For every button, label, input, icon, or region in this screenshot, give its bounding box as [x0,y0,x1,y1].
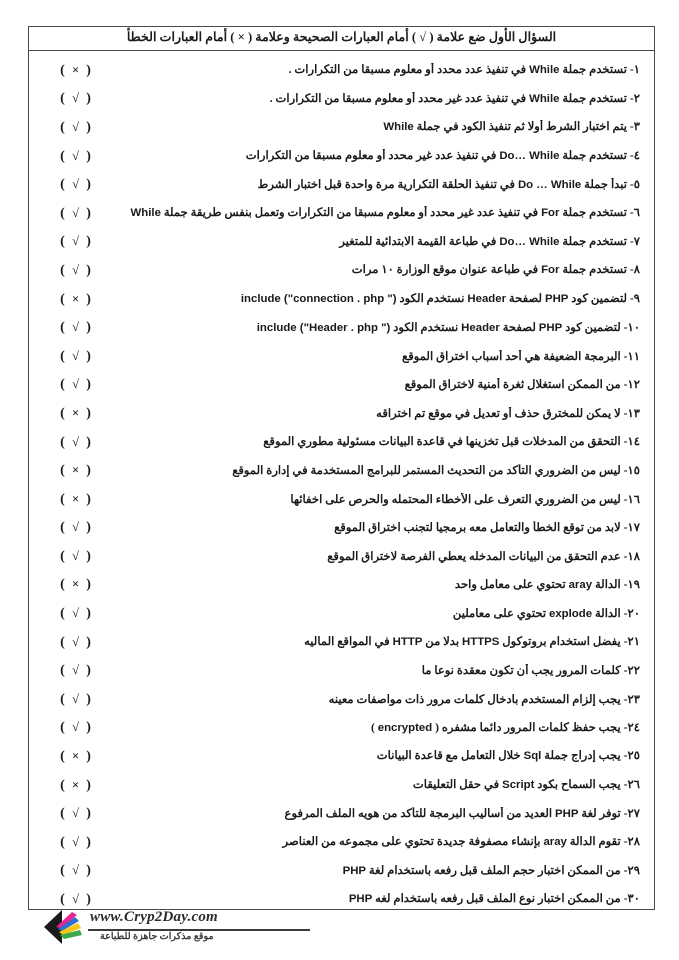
question-number: ١٣- [620,406,640,420]
question-number: ٦- [627,206,640,220]
question-statement [117,178,646,192]
answer-mark-cell[interactable] [35,834,117,851]
question-number: ١٢- [620,378,640,392]
statement-text: توفر لغة [578,806,621,820]
statement-text: في طباعة القيمة الابتدائية للمتغير [339,234,500,248]
question-number: ٢٠- [620,606,640,620]
answer-mark: × [71,577,81,592]
paren-close: ) [86,177,92,193]
answer-mark: √ [72,806,80,821]
question-number: ٩- [627,291,640,305]
paren-close: ) [86,663,92,679]
exam-page-frame [28,26,655,910]
code-keyword: encrypted [377,721,433,734]
statement-text: نستخدم الكود [390,320,462,334]
paren-close: ) [86,548,92,564]
question-row [29,256,646,285]
answer-mark: √ [72,119,80,134]
statement-text: لابد من توقع الخطأ والتعامل معه برمجيا لتجنب اختراق الموقع [334,521,621,535]
question-row [29,742,646,771]
statement-text: في تنفيذ عدد غير محدد أو معلوم مسبقا من التكرارات . [269,91,530,105]
paren-open: ( [60,148,66,164]
paren-open: ( [60,691,66,707]
answer-mark: √ [72,691,80,706]
answer-mark-cell[interactable] [35,319,117,336]
question-row [29,714,646,743]
question-number: ٢٧- [620,806,640,820]
statement-text: بإنشاء مصفوفة جديدة تحتوي على مجموعه من العناصر [282,835,544,849]
question-statement [117,550,646,563]
paren-open: ( [60,91,66,107]
answer-mark-cell[interactable] [35,262,117,279]
paren-close: ) [86,491,92,507]
statement-text: يجب إدراج جملة [541,749,621,763]
answer-mark: √ [72,91,80,106]
answer-mark-cell[interactable] [35,291,117,308]
paren-close: ) [86,892,92,908]
question-statement [117,292,646,306]
answer-mark-cell[interactable] [35,348,117,365]
question-row [29,599,646,628]
code-keyword: Header [467,292,507,305]
answer-mark: × [71,749,81,764]
question-statement [117,493,646,506]
question-statement [117,778,646,792]
code-keyword: PHP [342,864,367,877]
question-number: ١٠- [620,320,640,334]
code-keyword: PHP [555,807,579,820]
code-keyword: HTTPS [462,636,500,649]
question-statement [117,149,646,163]
question-row [29,85,646,114]
paren-close: ) [86,577,92,593]
question-number: ١- [627,63,640,77]
question-number: ١٩- [620,577,640,591]
answer-mark-cell[interactable] [35,805,117,822]
answer-mark-cell[interactable] [35,777,117,794]
answer-mark-cell[interactable] [35,119,117,136]
paren-open: ( [60,663,66,679]
statement-text: لصفحة [499,320,539,334]
statement-text: يجب السماح بكود [534,778,621,792]
code-keyword: PHP [348,893,373,906]
statement-text: من الممكن استغلال ثغرة أمنية لاختراق الموقع [404,378,621,392]
paren-close: ) [86,834,92,850]
question-number: ٢٣- [620,692,640,706]
statement-text: كلمات المرور يجب أن تكون معقدة نوعا ما [421,664,621,678]
question-row [29,828,646,857]
brand-url[interactable]: www.Cryp2Day.com [90,909,218,925]
question-row [29,371,646,400]
statement-text: بدلا من [422,635,463,649]
page-title: السؤال الأول ضع علامة ( √ ) أمام العبارات الصحيحة وعلامة ( × ) أمام العبارات الخطأ [126,30,557,45]
statement-text: تستخدم جملة [559,149,627,163]
answer-mark: √ [72,177,80,192]
statement-text: في طباعة عنوان موقع الوزارة ١٠ مرات [351,263,542,277]
paren-open: ( [60,577,66,593]
answer-mark: × [71,491,81,506]
question-row [29,342,646,371]
answer-mark-cell[interactable] [35,148,117,165]
answer-mark-cell[interactable] [35,462,117,479]
paren-close: ) [86,863,92,879]
answer-mark-cell[interactable] [35,519,117,536]
question-row [29,799,646,828]
statement-text: ليس من الضروري التعرف على الأخطاء المحتمله والحرص على اخفائها [290,492,621,506]
question-number: ٢٩- [620,863,640,877]
paren-open: ( [60,834,66,850]
statement-text: تستخدم جملة [559,91,627,105]
answer-mark-cell[interactable] [35,748,117,765]
paren-close: ) [86,148,92,164]
question-number: ١٥- [620,463,640,477]
statement-text: تحتوي على معامل واحد [454,577,569,591]
brand-tagline: موقع مذكرات جاهزة للطباعة [100,931,214,942]
statement-text: خلال التعامل مع قاعدة البيانات [376,749,524,763]
question-number: ١٧- [620,521,640,535]
answer-mark-cell[interactable] [35,405,117,422]
statement-text: البرمجة الضعيفة هي أحد أسباب اختراق الموقع [402,349,621,363]
question-statement [117,835,646,849]
answer-mark-cell[interactable] [35,605,117,622]
paren-close: ) [86,234,92,250]
statement-text: الدالة [592,577,621,591]
paren-open: ( [60,119,66,135]
paren-close: ) [86,520,92,536]
question-statement [117,407,646,420]
question-row [29,428,646,457]
statement-text: من الممكن اختبار نوع الملف قبل رفعه باستخدام لغه [372,892,621,906]
answer-mark-cell[interactable] [35,90,117,107]
footer-brand [42,903,312,955]
answer-mark: √ [72,892,80,907]
statement-text: في تنفيذ عدد غير محدد أو معلوم مسبقا من التكرارات [245,149,500,163]
question-row [29,228,646,257]
statement-text: يتم اختبار الشرط أولا ثم تنفيذ الكود في جملة [413,120,627,134]
statement-text: تستخدم جملة [559,206,627,220]
question-statement [117,607,646,621]
question-row [29,199,646,228]
paren-close: ) [86,749,92,765]
question-row [29,685,646,714]
statement-text: ليس من الضروري التأكد من التحديث المستمر للبرامج المستخدمة في إدارة الموقع [232,463,621,477]
statement-text: في حقل التعليقات [412,778,503,792]
paren-close: ) [86,634,92,650]
question-statement [117,350,646,363]
paren-open: ( [60,491,66,507]
paren-close: ) [86,463,92,479]
paren-close: ) [86,806,92,822]
question-row [29,514,646,543]
question-statement [117,321,646,335]
paren-close: ) [86,262,92,278]
paren-close: ) [86,320,92,336]
statement-text: في المواقع الماليه [304,635,393,649]
question-row [29,857,646,886]
question-number: ٧- [627,234,640,248]
question-row [29,771,646,800]
question-row [29,571,646,600]
statement-text: في تنفيذ عدد غير محدد أو معلوم مسبقا من التكرارات وتعمل بنفس طريقة جملة [160,206,542,220]
statement-text: لتضمين كود [562,320,621,334]
paren-open: ( [60,348,66,364]
statement-text: لا يمكن للمخترق حذف أو تعديل في موقع تم اختراقه [376,406,621,420]
answer-mark-cell[interactable] [35,691,117,708]
answer-mark: √ [72,320,80,335]
paren-open: ( [60,262,66,278]
code-snippet: include ("connection . php ") [240,292,397,305]
code-keyword: aray [543,836,567,849]
answer-mark: √ [72,148,80,163]
statement-text: يجب إلزام المستخدم بادخال كلمات مرور ذات مواصفات معينه [328,692,621,706]
question-statement [117,263,646,277]
question-number: ٢٦- [620,778,640,792]
answer-mark: × [71,463,81,478]
paren-open: ( [60,320,66,336]
statement-text: تستخدم جملة [559,63,627,77]
paren-open: ( [60,749,66,765]
question-number: ١٨- [620,549,640,563]
code-keyword: Script [502,779,535,792]
statement-text: لصفحة [506,291,545,305]
question-row [29,56,646,85]
paren-open: ( [60,291,66,307]
question-row [29,542,646,571]
question-number: ٥- [627,177,640,191]
paren-open: ( [60,463,66,479]
answer-mark: √ [72,520,80,535]
brand-logo-icon [42,907,88,947]
question-row [29,628,646,657]
question-row [29,399,646,428]
question-statement [117,693,646,706]
answer-mark: √ [72,863,80,878]
answer-mark: × [71,291,81,306]
paren-close: ) [86,91,92,107]
question-statement [117,92,646,106]
question-number: ٨- [627,263,640,277]
question-statement [117,664,646,677]
paren-close: ) [86,777,92,793]
question-statement [117,864,646,878]
statement-text: الدالة [592,606,621,620]
statement-text: ) [370,720,378,734]
answer-mark-cell[interactable] [35,205,117,222]
question-row [29,485,646,514]
question-statement [117,807,646,821]
answer-mark: √ [72,234,80,249]
code-keyword: Sql [523,750,542,763]
paren-open: ( [60,634,66,650]
paren-close: ) [86,205,92,221]
code-keyword: explode [549,607,593,620]
statement-text: يفضل استخدام بروتوكول [499,635,621,649]
code-keyword: HTTP [392,636,423,649]
answer-mark: √ [72,720,80,735]
paren-open: ( [60,892,66,908]
code-keyword: Header [461,321,500,334]
paren-open: ( [60,777,66,793]
answer-mark: × [71,405,81,420]
statement-text: لتضمين كود [568,291,627,305]
answer-mark-cell[interactable] [35,233,117,250]
code-keyword: For [541,207,560,220]
question-statement [117,120,646,134]
question-row [29,285,646,314]
paren-close: ) [86,606,92,622]
paren-open: ( [60,434,66,450]
paren-open: ( [60,720,66,736]
answer-mark-cell[interactable] [35,176,117,193]
paren-close: ) [86,720,92,736]
paren-close: ) [86,348,92,364]
code-keyword: PHP [538,321,563,334]
question-number: ٣- [627,120,640,134]
code-keyword: Do… While [499,235,560,248]
answer-mark: √ [72,348,80,363]
paren-open: ( [60,62,66,78]
paren-close: ) [86,291,92,307]
question-row [29,113,646,142]
code-keyword: aray [568,578,593,591]
statement-text: نستخدم الكود [396,291,468,305]
answer-mark-cell[interactable] [35,491,117,508]
code-keyword: Do… While [499,150,560,163]
answer-mark: × [71,777,81,792]
question-number: ٣٠- [620,892,640,906]
question-number: ١١- [620,349,640,363]
question-row [29,313,646,342]
code-keyword: While [130,207,161,220]
question-number: ٢- [627,91,640,105]
question-number: ٤- [627,149,640,163]
answer-mark: √ [72,377,80,392]
paren-close: ) [86,62,92,78]
statement-text: تبدأ جملة [581,177,627,191]
question-statement [117,378,646,391]
answer-mark-cell[interactable] [35,62,117,79]
answer-mark-cell[interactable] [35,662,117,679]
question-statement [117,578,646,592]
code-keyword: While [529,92,560,105]
code-keyword: PHP [544,292,569,305]
question-statement [117,63,646,77]
paren-close: ) [86,405,92,421]
answer-mark-cell[interactable] [35,576,117,593]
answer-mark: √ [72,434,80,449]
statement-text: التحقق من المدخلات قبل تخزينها في قاعدة البيانات مسئولية مطوري الموقع [263,435,621,449]
question-statement [117,464,646,477]
answer-mark-cell[interactable] [35,634,117,651]
paren-open: ( [60,177,66,193]
statement-text: عدم التحقق من البيانات المدخله يعطي الفرصة لاختراق الموقع [327,549,621,563]
paren-close: ) [86,434,92,450]
question-statement [117,635,646,649]
question-number: ٢٥- [620,749,640,763]
answer-mark: √ [72,548,80,563]
paren-open: ( [60,806,66,822]
question-row [29,656,646,685]
question-number: ٢٢- [620,664,640,678]
question-row [29,142,646,171]
paren-close: ) [86,691,92,707]
code-keyword: While [383,121,414,134]
answer-mark-cell[interactable] [35,548,117,565]
statement-text: العديد من أساليب البرمجة للتأكد من هويه الملف المرفوع [284,806,556,820]
answer-mark: × [71,62,81,77]
statement-text: في تنفيذ الحلقة التكرارية مرة واحدة قبل اختبار الشرط [257,177,518,191]
answer-mark-cell[interactable] [35,376,117,393]
question-statement [117,206,646,220]
answer-mark: √ [72,663,80,678]
paren-open: ( [60,377,66,393]
code-keyword: For [541,264,560,277]
question-statement [117,235,646,249]
code-keyword: While [529,64,560,77]
answer-mark: √ [72,834,80,849]
statement-text: تستخدم جملة [559,263,627,277]
answer-mark: √ [72,634,80,649]
answer-mark-cell[interactable] [35,719,117,736]
statement-text: تحتوي على معاملين [452,606,549,620]
question-statement [117,749,646,763]
question-statement [117,521,646,534]
answer-mark: √ [72,606,80,621]
statement-text: يجب حفظ كلمات المرور دائما مشفره ( [432,720,621,734]
paren-close: ) [86,377,92,393]
answer-mark: √ [72,205,80,220]
paren-open: ( [60,548,66,564]
paren-open: ( [60,205,66,221]
statement-text: تستخدم جملة [559,234,627,248]
question-row [29,170,646,199]
answer-mark: √ [72,262,80,277]
statement-text: من الممكن اختبار حجم الملف قبل رفعه باستخدام لغة [366,863,621,877]
paren-open: ( [60,234,66,250]
paren-open: ( [60,405,66,421]
code-snippet: include ("Header . php ") [256,321,391,334]
question-row [29,456,646,485]
question-number: ٢١- [620,635,640,649]
question-number: ٢٨- [620,835,640,849]
code-keyword: Do … While [517,178,582,191]
answer-mark-cell[interactable] [35,434,117,451]
statement-text: تقوم الدالة [566,835,621,849]
paren-open: ( [60,863,66,879]
question-number: ٢٤- [620,720,640,734]
question-number: ١٦- [620,492,640,506]
paren-open: ( [60,520,66,536]
statement-text: في تنفيذ عدد محدد أو معلوم مسبقا من التكرارات . [288,63,530,77]
question-statement [117,721,646,735]
paren-open: ( [60,606,66,622]
question-list [29,51,654,909]
answer-mark-cell[interactable] [35,862,117,879]
paren-close: ) [86,119,92,135]
question-number: ١٤- [620,435,640,449]
exam-header [29,27,654,51]
question-statement [117,435,646,448]
